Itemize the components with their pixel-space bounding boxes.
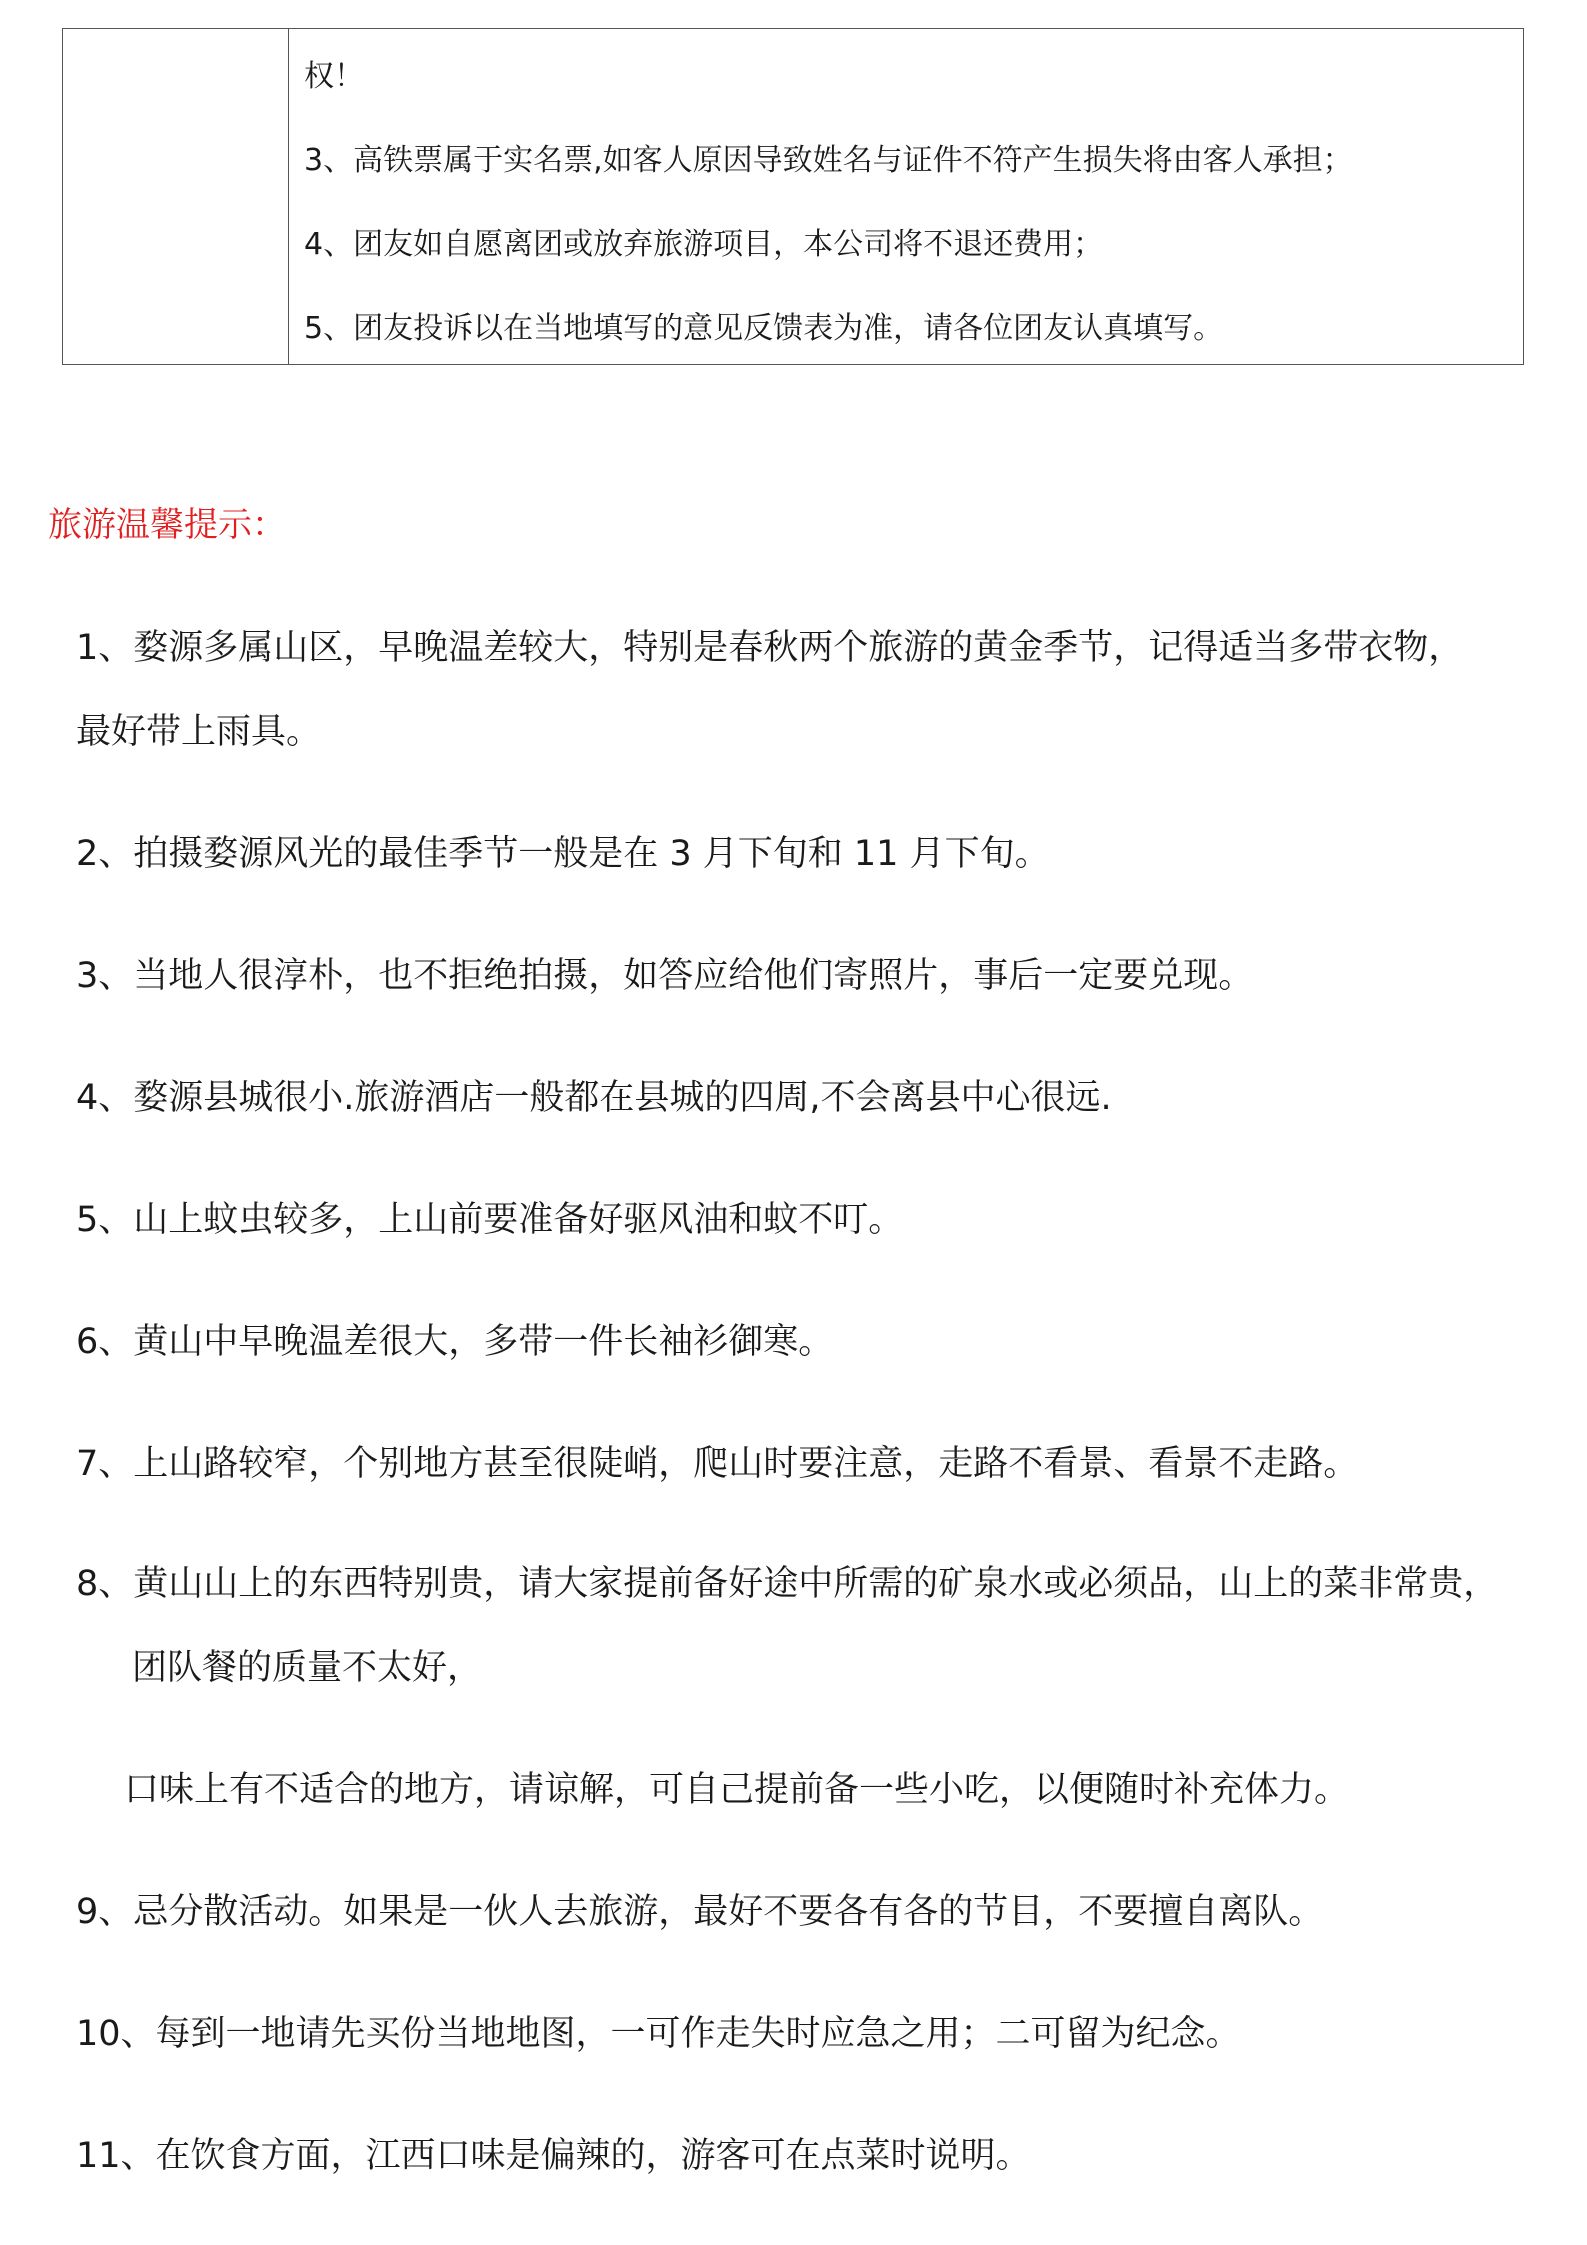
terms-line: 3、高铁票属于实名票,如客人原因导致姓名与证件不符产生损失将由客人承担； [304, 143, 1353, 178]
tip-line: 4、婺源县城很小.旅游酒店一般都在县城的四周,不会离县中心很远. [76, 1078, 1112, 1118]
terms-line: 权！ [304, 59, 364, 94]
tips-heading: 旅游温馨提示： [48, 505, 286, 545]
tip-line: 口味上有不适合的地方，请谅解，可自己提前备一些小吃，以便随时补充体力。 [124, 1770, 1350, 1810]
tip-line: 3、当地人很淳朴，也不拒绝拍摄，如答应给他们寄照片，事后一定要兑现。 [76, 956, 1254, 996]
tip-line: 最好带上雨具。 [76, 712, 322, 752]
terms-line: 4、团友如自愿离团或放弃旅游项目，本公司将不退还费用； [304, 227, 1104, 262]
terms-table-left-cell [63, 29, 289, 364]
tip-line: 2、拍摄婺源风光的最佳季节一般是在 3 月下旬和 11 月下旬。 [76, 834, 1050, 874]
tip-line: 11、在饮食方面，江西口味是偏辣的，游客可在点菜时说明。 [76, 2136, 1031, 2176]
tip-line: 5、山上蚊虫较多，上山前要准备好驱风油和蚊不叮。 [76, 1200, 904, 1240]
tip-line: 10、每到一地请先买份当地地图，一可作走失时应急之用；二可留为纪念。 [76, 2014, 1241, 2054]
terms-table [62, 28, 1524, 365]
tip-line: 7、上山路较窄，个别地方甚至很陡峭，爬山时要注意，走路不看景、看景不走路。 [76, 1444, 1359, 1484]
terms-table-right-cell [289, 29, 1523, 364]
tip-line: 6、黄山中早晚温差很大，多带一件长袖衫御寒。 [76, 1322, 834, 1362]
tip-line: 9、忌分散活动。如果是一伙人去旅游，最好不要各有各的节目，不要擅自离队。 [76, 1892, 1324, 1932]
tip-line: 团队餐的质量不太好， [132, 1648, 483, 1688]
tip-line: 8、黄山山上的东西特别贵，请大家提前备好途中所需的矿泉水或必须品，山上的菜非常贵， [76, 1564, 1499, 1604]
tip-line: 1、婺源多属山区，早晚温差较大，特别是春秋两个旅游的黄金季节，记得适当多带衣物， [76, 628, 1464, 668]
terms-line: 5、团友投诉以在当地填写的意见反馈表为准，请各位团友认真填写。 [304, 311, 1224, 346]
